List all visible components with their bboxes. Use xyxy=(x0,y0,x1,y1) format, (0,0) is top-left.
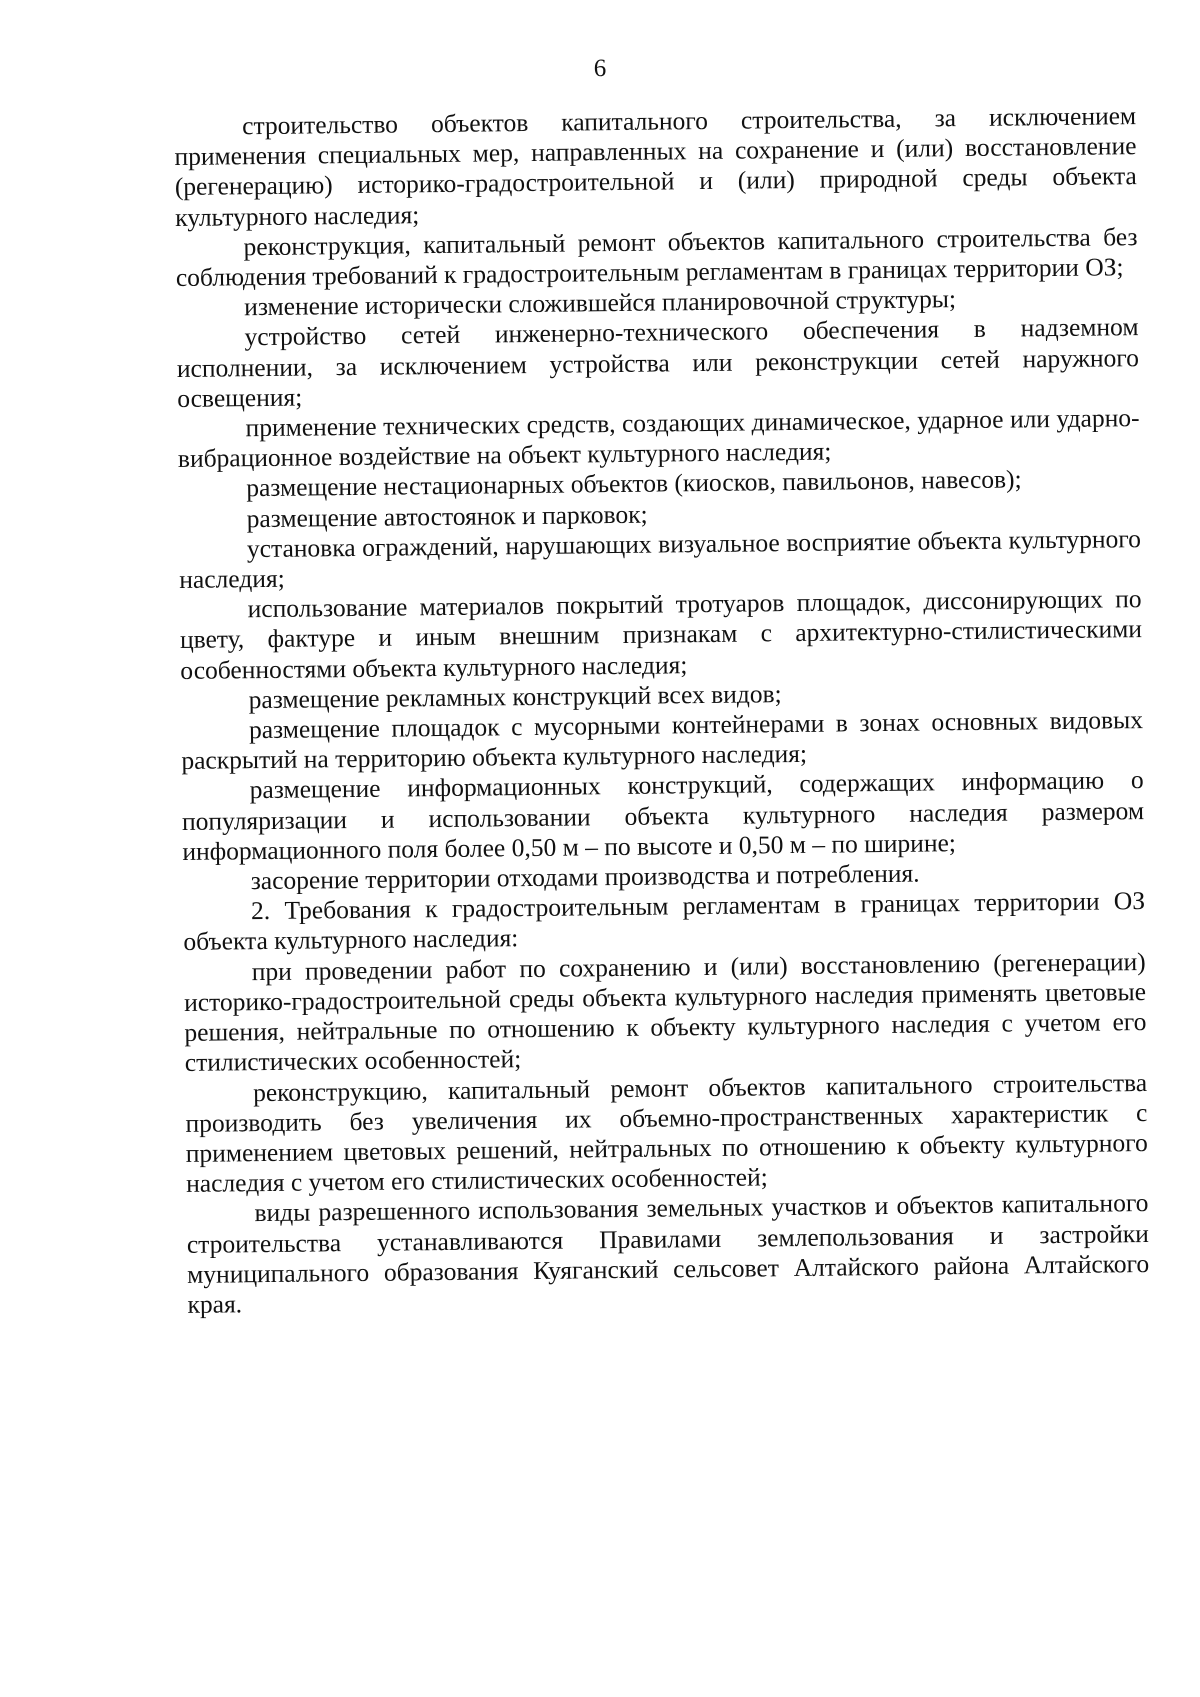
paragraph-planning-structure: изменение исторически сложившейся планировочной структуры; xyxy=(244,284,957,322)
page-number: 6 xyxy=(593,55,607,82)
paragraph-reconstruction-requirements: реконструкцию, капитальный ремонт объектов капитального строительства производить без увеличения их объемно-пространственных характеристик с применением цветовых решений, нейтральных по отношению к объекту культурного наследия с учетом его стилистических особенностей; xyxy=(185,1067,1148,1199)
paragraph-parking: размещение автостоянок и парковок; xyxy=(246,499,648,533)
paragraph-capital-construction: строительство объектов капитального строительства, за исключением применения специальных мер, направленных на сохранение и (или) восстановление (регенерацию) историко-градостроительной и (или) природной среды объекта культурного наследия; xyxy=(174,101,1137,232)
paragraph-pavement-materials: использование материалов покрытий тротуаров площадок, диссонирующих по цвету, фактуре и иным внешним признакам с архитектурно-стилистическими особенностями объекта культурного наследия; xyxy=(179,584,1143,685)
paragraph-section-2-heading: 2. Требования к градостроительным регламентам в границах территории ОЗ объекта культурного наследия: xyxy=(183,886,1146,957)
paragraph-technical-means: применение технических средств, создающих динамическое, ударное или ударно-вибрационное воздействие на объект культурного наследия; xyxy=(177,403,1140,474)
paragraph-reconstruction: реконструкция, капитальный ремонт объектов капитального строительства без соблюдения требований к градостроительным регламентам в границах территории ОЗ; xyxy=(175,221,1138,293)
paragraph-information-structures: размещение информационных конструкций, содержащих информацию о популяризации и использовании объекта культурного наследия размером информационного поля более 0,50 м – по высоте и 0,50 м – по ширине; xyxy=(181,765,1145,866)
paragraph-color-solutions: при проведении работ по сохранению и (или) восстановлению (регенерации) историко-градостроительной среды объекта культурного наследия применять цветовые решения, нейтральные по отношению к объекту культурного наследия с учетом его стилистических особенностей; xyxy=(183,946,1147,1078)
paragraph-fencing: установка ограждений, нарушающих визуальное восприятие объекта культурного наследия; xyxy=(179,523,1142,595)
paragraph-advertising: размещение рекламных конструкций всех видов; xyxy=(248,679,782,715)
paragraph-waste-sites: размещение площадок с мусорными контейнерами в зонах основных видовых раскрытий на территорию объекта культурного наследия; xyxy=(181,705,1144,776)
document-body xyxy=(174,101,1150,1320)
paragraph-temporary-objects: размещение нестационарных объектов (киосков, павильонов, навесов); xyxy=(246,464,1022,503)
paragraph-utility-networks: устройство сетей инженерно-технического обеспечения в надземном исполнении, за исключением устройства или реконструкции сетей наружного освещения; xyxy=(176,312,1140,413)
paragraph-permitted-use: виды разрешенного использования земельных участков и объектов капитального строительства устанавливаются Правилами землепользования и застройки муниципального образования Куяганский сельсовет Алтайского района Алтайского края. xyxy=(186,1188,1150,1319)
paragraph-littering: засорение территории отходами производства и потребления. xyxy=(250,858,920,896)
